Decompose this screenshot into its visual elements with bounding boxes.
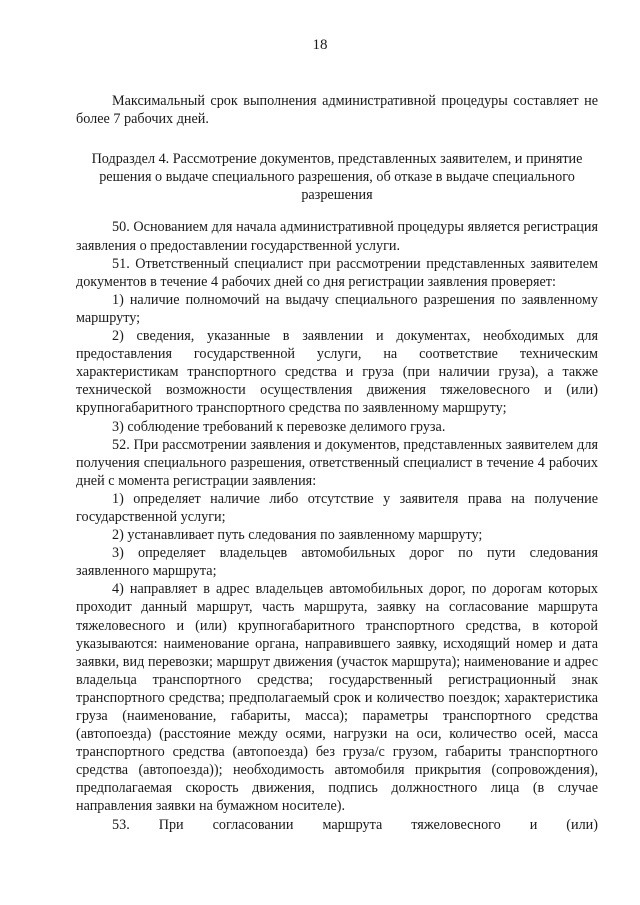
paragraph-52: 52. При рассмотрении заявления и документов, представленных заявителем для получения специального разрешения, ответственный специалист в течение 4 рабочих дней с момента регистрации заявления: xyxy=(76,436,598,489)
paragraph-52-item-2: 2) устанавливает путь следования по заявленному маршруту; xyxy=(112,527,483,544)
paragraph-52-item-1: 1) определяет наличие либо отсутствие у заявителя права на получение государственной услуги; xyxy=(76,490,598,525)
page-number: 18 xyxy=(312,37,328,53)
document-body xyxy=(76,92,598,834)
paragraph-50: 50. Основанием для начала административной процедуры является регистрация заявления о предоставлении государственной услуги. xyxy=(76,219,598,254)
paragraph-52-item-3: 3) определяет владельцев автомобильных дорог по пути следования заявленного маршрута; xyxy=(76,545,598,580)
paragraph-52-item-4: 4) направляет в адрес владельцев автомобильных дорог, по дорогам которых проходит данный маршрут, часть маршрута, заявку на согласование маршрута тяжеловесного и (или) крупногабаритного транспортного средства, в которой указываются: наименование органа, направившего заявку, исходящий номер и дата заявки, вид перевозки; маршрут движения (участок маршрута); наименование и адрес владельца транспортного средства; государственный регистрационный знак транспортного средства; предполагаемый срок и количество поездок; характеристика груза (наименование, габариты, масса); параметры транспортного средства (автопоезда) (расстояние между осями, нагрузки на оси, количество осей, масса транспортного средства (автопоезда) без груза/с грузом, габариты транспортного средства (автопоезда)); необходимость автомобиля прикрытия (сопровождения), предполагаемая скорость движения, подпись должностного лица (в случае направления заявки на бумажном носителе). xyxy=(76,581,598,815)
paragraph-51-item-1: 1) наличие полномочий на выдачу специального разрешения по заявленному маршруту; xyxy=(76,291,598,326)
subsection-heading: Подраздел 4. Рассмотрение документов, представленных заявителем, и принятие решения о выдаче специального разрешения, об отказе в выдаче специального разрешения xyxy=(91,151,583,204)
paragraph-51-item-2: 2) сведения, указанные в заявлении и документах, необходимых для предоставления государственной услуги, на соответствие техническим характеристикам транспортного средства и груза (при наличии груза), а также технической возможности осуществления движения тяжеловесного и (или) крупногабаритного транспортного средства по заявленному маршруту; xyxy=(76,328,598,417)
intro-paragraph: Максимальный срок выполнения административной процедуры составляет не более 7 рабочих дней. xyxy=(76,93,598,128)
paragraph-51-item-3: 3) соблюдение требований к перевозке делимого груза. xyxy=(112,418,446,435)
paragraph-53: 53. При согласовании маршрута тяжеловесного и (или) xyxy=(112,816,598,833)
paragraph-51: 51. Ответственный специалист при рассмотрении представленных заявителем документов в течение 4 рабочих дней со дня регистрации заявления проверяет: xyxy=(76,255,598,290)
